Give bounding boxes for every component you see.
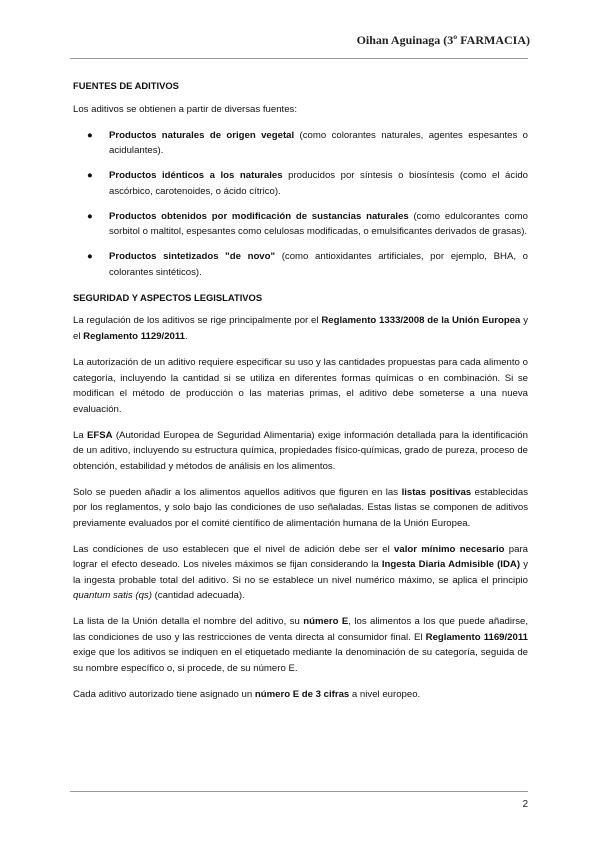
list-item-text: (como colorantes naturales, agentes espesantes o acidulantes).: [109, 129, 528, 157]
list-item: [73, 249, 528, 280]
paragraph-union-list: La lista de la Unión detalla el nombre del aditivo, su número E, los alimentos a los que puede añadirse, las condiciones de uso y las restricciones de venta directa al consumidor final. El Reglamento 1169/2011 exige que los aditivos se indiquen en el etiquetado mediante la denominación de su categoría, seguida de su nombre específico o, si procede, de su número E.: [73, 616, 528, 674]
list-item-text: (como antioxidantes artificiales, por ejemplo, BHA, o colorantes sintéticos).: [109, 251, 528, 278]
paragraph-positive-lists: Solo se pueden añadir a los alimentos aquellos aditivos que figuren en las listas positivas establecidas por los reglamentos, y solo bajo las condiciones de uso señaladas. Estas listas se componen de aditivos previamente evaluados por el comité científico de alimentación humana de la Unión Europea.: [73, 486, 528, 529]
list-item-bold: Productos naturales de origen vegetal: [109, 129, 295, 141]
list-item-bold: Productos idénticos a los naturales: [109, 170, 283, 182]
list-item-text: (como edulcorantes como sorbitol o maltitol, espesantes como celulosas modificadas, o emulsificantes derivados de grasas).: [109, 210, 528, 238]
paragraph-conditions: Las condiciones de uso establecen que el nivel de adición debe ser el valor mínimo necesario para lograr el efecto deseado. Los niveles máximos se fijan considerando la Ingesta Diaria Admisible (IDA) y la ingesta probable total del aditivo. Si no se establece un nivel numérico máximo, se aplica el principio quantum satis (qs) (cantidad adecuada).: [73, 543, 529, 602]
paragraph-efsa: La EFSA (Autoridad Europea de Seguridad Alimentaria) exige información detallada para la identificación de un aditivo, incluyendo su estructura química, propiedades físico-químicas, grado de pureza, proceso de obtención, estabilidad y métodos de análisis en los alimentos.: [73, 429, 528, 472]
section-title-fuentes: FUENTES DE ADITIVOS: [73, 80, 179, 91]
page-number: 2: [522, 799, 528, 810]
list-item-bold: Productos sintetizados "de novo": [109, 251, 276, 263]
footer-divider: [70, 791, 528, 792]
section-title-seguridad: SEGURIDAD Y ASPECTOS LEGISLATIVOS: [73, 291, 263, 303]
sources-list: [73, 128, 528, 281]
list-item: [73, 128, 528, 159]
bullet-icon: ●: [87, 129, 93, 141]
document-body: [73, 78, 528, 713]
paragraph-intro: Los aditivos se obtienen a partir de diversas fuentes:: [73, 103, 297, 115]
list-item-bold: Productos obtenidos por modificación de sustancias naturales: [109, 210, 409, 222]
paragraph-authorization: La autorización de un aditivo requiere especificar su uso y las cantidades propuestas para cada alimento o categoría, incluyendo la cantidad si se utiliza en diferentes formas químicas o en combinación. Si se modifican el método de producción o las materias primas, el aditivo debe someterse a una nueva evaluación.: [73, 357, 528, 415]
header-author: Oihan Aguinaga (3º FARMACIA): [356, 33, 530, 47]
list-item: [73, 168, 528, 199]
list-item: [73, 209, 528, 240]
header-divider: [70, 58, 528, 59]
bullet-icon: ●: [87, 251, 93, 263]
bullet-icon: ●: [87, 210, 93, 222]
bullet-icon: ●: [87, 170, 93, 182]
list-item-text: producidos por síntesis o biosíntesis (como el ácido ascórbico, carotenoides, o ácido cítrico).: [109, 170, 528, 197]
paragraph-e-number: Cada aditivo autorizado tiene asignado un número E de 3 cifras a nivel europeo.: [73, 689, 421, 701]
paragraph-regulation: La regulación de los aditivos se rige principalmente por el Reglamento 1333/2008 de la Unión Europea y el Reglamento 1129/2011.: [73, 315, 529, 342]
